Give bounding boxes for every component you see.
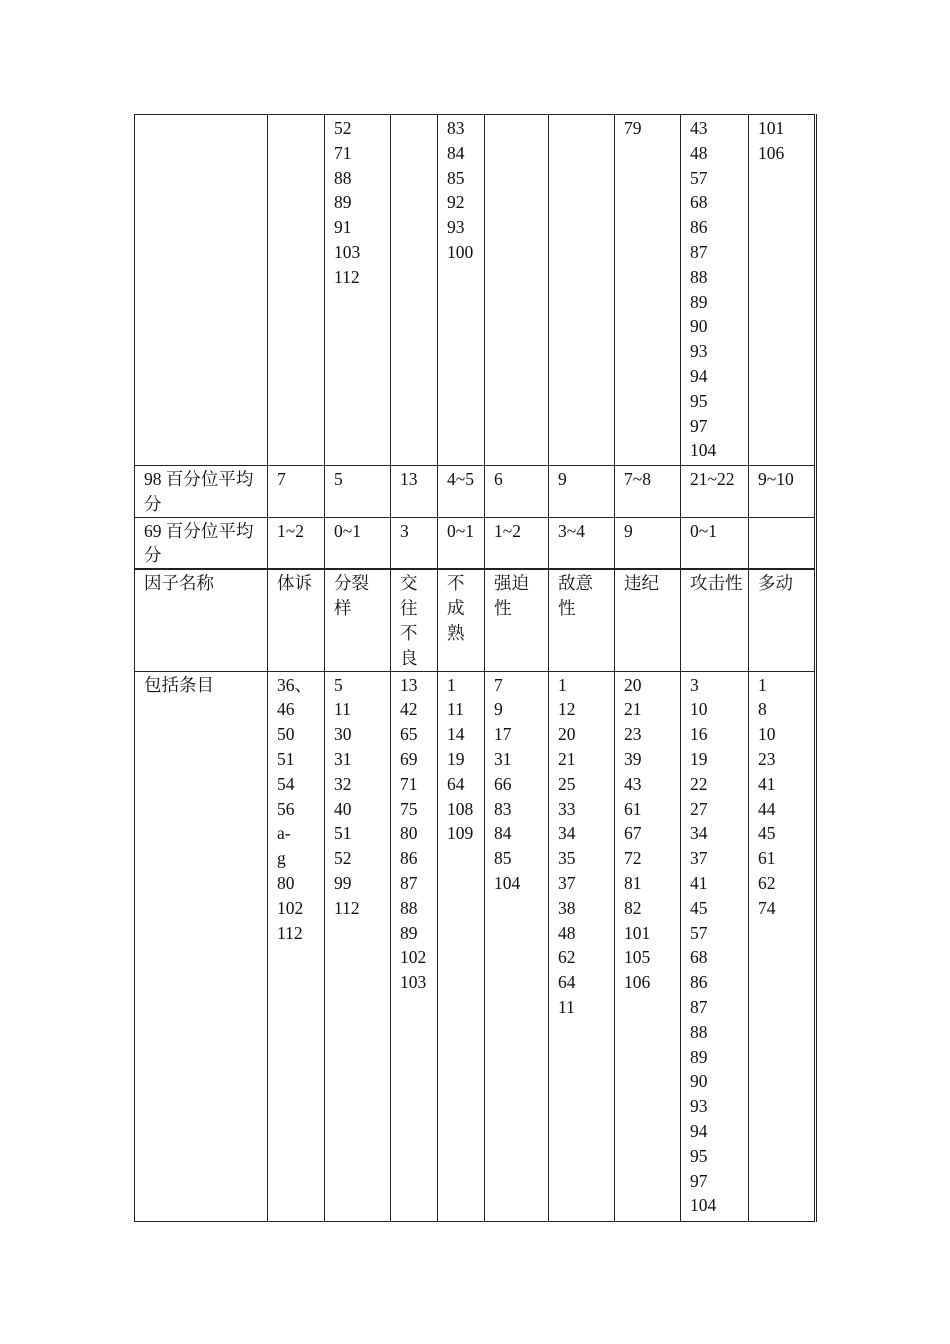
- table-cell: [325, 517, 391, 569]
- cell-value-list: [334, 519, 386, 544]
- cell-line: 88: [690, 1021, 708, 1042]
- cell-line: 106: [624, 972, 651, 993]
- cell-line: 93: [690, 1096, 708, 1117]
- cell-line: 87: [690, 241, 708, 262]
- table-cell: [391, 671, 438, 1221]
- cell-line: 68: [690, 192, 708, 213]
- table-cell: [749, 115, 816, 466]
- cell-line: 69: [400, 749, 418, 770]
- table-cell: [615, 671, 681, 1221]
- cell-line: 5: [334, 469, 343, 489]
- cell-line: 33: [558, 798, 576, 819]
- cell-line: 74: [758, 897, 776, 918]
- cell-line: 95: [690, 1145, 708, 1166]
- cell-line: 57: [690, 922, 708, 943]
- table-cell: [325, 466, 391, 518]
- table-cell: [615, 517, 681, 569]
- table-cell: [749, 517, 816, 569]
- cell-line: 40: [334, 798, 352, 819]
- cell-line: 87: [690, 997, 708, 1018]
- cell-line: 82: [624, 897, 642, 918]
- cell-line: 101: [624, 922, 651, 943]
- cell-line: 39: [624, 749, 642, 770]
- cell-line: 3: [690, 674, 699, 695]
- cell-line: 45: [690, 897, 708, 918]
- cell-line: 112: [277, 922, 303, 943]
- cell-line: 87: [400, 873, 418, 894]
- cell-line: 37: [690, 848, 708, 869]
- cell-line: 64: [558, 972, 576, 993]
- cell-line: 9: [494, 699, 503, 720]
- factor-table: [134, 114, 817, 1222]
- cell-value-list: [400, 673, 433, 995]
- cell-value-list: [277, 571, 320, 596]
- cell-line: 分裂样: [334, 573, 369, 618]
- table-cell: [485, 466, 549, 518]
- cell-value-list: [447, 116, 480, 265]
- table-cell: [391, 569, 438, 671]
- cell-value-list: [624, 519, 676, 544]
- cell-line: 62: [758, 873, 776, 894]
- cell-line: 102: [277, 897, 304, 918]
- cell-line: 52: [334, 848, 352, 869]
- cell-line: 41: [690, 873, 708, 894]
- cell-line: 交往不良: [400, 573, 418, 668]
- cell-line: 66: [494, 773, 512, 794]
- cell-line: 35: [558, 848, 576, 869]
- cell-line: 100: [447, 241, 474, 262]
- cell-line: 56: [277, 798, 295, 819]
- cell-value-list: [558, 571, 610, 621]
- cell-line: 51: [277, 749, 295, 770]
- table-cell: [268, 466, 325, 518]
- cell-line: 93: [690, 341, 708, 362]
- cell-line: 0~1: [334, 520, 361, 541]
- cell-line: 99: [334, 873, 352, 894]
- cell-line: 9: [624, 520, 633, 541]
- cell-line: 6: [494, 469, 503, 489]
- table-cell: [681, 517, 749, 569]
- cell-line: 11: [334, 699, 351, 720]
- cell-line: 42: [400, 699, 418, 720]
- cell-line: 37: [558, 873, 576, 894]
- cell-line: 7: [494, 674, 503, 695]
- cell-line: 83: [494, 798, 512, 819]
- cell-line: 10: [758, 724, 776, 745]
- cell-line: 84: [494, 823, 512, 844]
- cell-line: 112: [334, 897, 360, 918]
- table-cell: [549, 115, 615, 466]
- cell-value-list: [494, 467, 544, 492]
- cell-line: 敌意性: [558, 573, 593, 618]
- table-row-p69: [135, 517, 816, 569]
- table-cell: [268, 115, 325, 466]
- cell-line: 11: [558, 997, 575, 1018]
- cell-line: 1~2: [277, 520, 304, 541]
- cell-line: 92: [447, 192, 465, 213]
- cell-line: 36、: [277, 674, 312, 695]
- table-cell: [615, 115, 681, 466]
- table-cell: [325, 569, 391, 671]
- table-cell: [485, 569, 549, 671]
- table-cell: [485, 115, 549, 466]
- cell-value-list: [334, 571, 386, 621]
- cell-value-list: [400, 467, 433, 492]
- cell-line: 1: [758, 674, 767, 695]
- cell-line: g: [277, 848, 286, 869]
- cell-line: 80: [277, 873, 295, 894]
- cell-line: 3: [400, 520, 409, 541]
- cell-line: 97: [690, 1170, 708, 1191]
- cell-line: 61: [624, 798, 642, 819]
- cell-line: 45: [758, 823, 776, 844]
- cell-line: 89: [334, 192, 352, 213]
- cell-line: 19: [690, 749, 708, 770]
- cell-line: 强迫性: [494, 573, 529, 618]
- cell-line: 31: [334, 749, 352, 770]
- cell-value-list: [690, 673, 744, 1219]
- table-cell: [749, 671, 816, 1221]
- cell-line: 34: [558, 823, 576, 844]
- cell-value-list: [690, 467, 744, 492]
- cell-line: 62: [558, 947, 576, 968]
- cell-line: 85: [494, 848, 512, 869]
- cell-line: 43: [624, 773, 642, 794]
- table-cell: [681, 115, 749, 466]
- cell-line: 94: [690, 365, 708, 386]
- cell-line: 95: [690, 390, 708, 411]
- table-cell: [438, 569, 485, 671]
- cell-line: 89: [400, 922, 418, 943]
- cell-line: 94: [690, 1121, 708, 1142]
- cell-line: 85: [447, 167, 465, 188]
- table-cell: [438, 671, 485, 1221]
- cell-value-list: [690, 571, 744, 596]
- cell-line: 80: [400, 823, 418, 844]
- cell-line: 91: [334, 217, 352, 238]
- cell-line: 10: [690, 699, 708, 720]
- cell-line: 41: [758, 773, 776, 794]
- cell-line: 体诉: [277, 573, 312, 594]
- cell-line: 21: [558, 749, 576, 770]
- table-cell: [438, 115, 485, 466]
- cell-line: 67: [624, 823, 642, 844]
- cell-line: 7~8: [624, 469, 651, 489]
- cell-line: 106: [758, 142, 785, 163]
- table-cell: [549, 466, 615, 518]
- cell-value-list: [334, 116, 386, 290]
- cell-line: 79: [624, 118, 642, 138]
- cell-line: 103: [334, 241, 361, 262]
- table-cell: [615, 569, 681, 671]
- cell-line: 50: [277, 724, 295, 745]
- cell-line: 64: [447, 773, 465, 794]
- table-cell: [549, 671, 615, 1221]
- cell-line: 90: [690, 316, 708, 337]
- table-cell: [749, 466, 816, 518]
- cell-line: 1~2: [494, 520, 521, 541]
- cell-line: 48: [558, 922, 576, 943]
- cell-line: 83: [447, 118, 465, 138]
- cell-line: 44: [758, 798, 776, 819]
- table-cell: [438, 466, 485, 518]
- cell-line: 101: [758, 118, 785, 138]
- cell-line: 86: [690, 217, 708, 238]
- cell-value-list: [400, 519, 433, 544]
- table-cell: [485, 671, 549, 1221]
- cell-line: 75: [400, 798, 418, 819]
- cell-line: 54: [277, 773, 295, 794]
- cell-line: 23: [624, 724, 642, 745]
- cell-line: 57: [690, 167, 708, 188]
- cell-line: 86: [690, 972, 708, 993]
- row-label: [135, 115, 268, 466]
- table-cell: [268, 517, 325, 569]
- cell-line: 多动: [758, 573, 793, 594]
- cell-line: 23: [758, 749, 776, 770]
- table-cell: [681, 671, 749, 1221]
- cell-value-list: [277, 467, 320, 492]
- table-row-p98: [135, 466, 816, 518]
- cell-line: 25: [558, 773, 576, 794]
- cell-line: 89: [690, 291, 708, 312]
- cell-line: 5: [334, 674, 343, 695]
- cell-value-list: [758, 467, 810, 492]
- cell-line: 17: [494, 724, 512, 745]
- cell-line: 31: [494, 749, 512, 770]
- cell-value-list: [447, 571, 480, 645]
- cell-line: 104: [494, 873, 521, 894]
- cell-line: 61: [758, 848, 776, 869]
- cell-line: 48: [690, 142, 708, 163]
- cell-line: 90: [690, 1071, 708, 1092]
- table-row-items: [135, 671, 816, 1221]
- cell-value-list: [494, 673, 544, 896]
- table-cell: [681, 569, 749, 671]
- cell-line: 违纪: [624, 573, 659, 594]
- cell-line: 攻击性: [690, 573, 743, 594]
- cell-value-list: [624, 571, 676, 596]
- table-row-factor_names: [135, 569, 816, 671]
- cell-value-list: [690, 116, 744, 463]
- cell-line: 43: [690, 118, 708, 138]
- cell-value-list: [758, 673, 810, 921]
- cell-line: 27: [690, 798, 708, 819]
- cell-line: 112: [334, 266, 360, 287]
- table-cell: [749, 569, 816, 671]
- cell-line: 108: [447, 798, 474, 819]
- cell-line: 0~1: [690, 520, 717, 541]
- table-cell: [391, 115, 438, 466]
- cell-line: 104: [690, 1195, 717, 1216]
- cell-line: 20: [558, 724, 576, 745]
- cell-line: 65: [400, 724, 418, 745]
- cell-value-list: [400, 571, 433, 670]
- cell-value-list: [447, 519, 480, 544]
- cell-line: 88: [690, 266, 708, 287]
- cell-value-list: [494, 519, 544, 544]
- cell-line: 1: [447, 674, 456, 695]
- cell-line: 84: [447, 142, 465, 163]
- cell-line: 19: [447, 749, 465, 770]
- cell-line: 不成熟: [447, 573, 465, 643]
- table-cell: [325, 671, 391, 1221]
- cell-value-list: [277, 519, 320, 544]
- row-label: 包括条目: [135, 671, 268, 1221]
- cell-line: 12: [558, 699, 576, 720]
- cell-line: 21: [624, 699, 642, 720]
- cell-line: 68: [690, 947, 708, 968]
- cell-line: 52: [334, 118, 352, 138]
- cell-line: 71: [334, 142, 352, 163]
- cell-line: 72: [624, 848, 642, 869]
- cell-line: 89: [690, 1046, 708, 1067]
- cell-value-list: [624, 467, 676, 492]
- cell-value-list: [494, 571, 544, 621]
- cell-line: 88: [400, 897, 418, 918]
- cell-line: 103: [400, 972, 427, 993]
- cell-value-list: [758, 116, 810, 166]
- table-row-continued: [135, 115, 816, 466]
- cell-line: 102: [400, 947, 427, 968]
- cell-line: 20: [624, 674, 642, 695]
- table-cell: [391, 517, 438, 569]
- table-cell: [485, 517, 549, 569]
- cell-value-list: [624, 673, 676, 995]
- cell-value-list: [334, 673, 386, 921]
- cell-line: 30: [334, 724, 352, 745]
- table-cell: [615, 466, 681, 518]
- cell-line: 109: [447, 823, 474, 844]
- cell-line: 21~22: [690, 469, 735, 489]
- cell-line: 3~4: [558, 520, 585, 541]
- cell-line: a-: [277, 823, 291, 844]
- cell-value-list: [758, 571, 810, 596]
- cell-line: 104: [690, 440, 717, 461]
- cell-line: 9: [558, 469, 567, 489]
- cell-value-list: [558, 467, 610, 492]
- table-cell: [681, 466, 749, 518]
- cell-value-list: [447, 467, 480, 492]
- cell-line: 4~5: [447, 469, 474, 489]
- table-cell: [391, 466, 438, 518]
- cell-line: 81: [624, 873, 642, 894]
- table-cell: [268, 671, 325, 1221]
- cell-line: 11: [447, 699, 464, 720]
- row-label: 98 百分位平均分: [135, 466, 268, 518]
- cell-line: 13: [400, 469, 418, 489]
- cell-line: 105: [624, 947, 651, 968]
- row-label: 因子名称: [135, 569, 268, 671]
- cell-value-list: [624, 116, 676, 141]
- cell-line: 86: [400, 848, 418, 869]
- table-cell: [549, 569, 615, 671]
- row-label: 69 百分位平均分: [135, 517, 268, 569]
- cell-line: 32: [334, 773, 352, 794]
- cell-line: 93: [447, 217, 465, 238]
- cell-line: 0~1: [447, 520, 474, 541]
- cell-line: 38: [558, 897, 576, 918]
- table-cell: [325, 115, 391, 466]
- cell-line: 8: [758, 699, 767, 720]
- cell-line: 71: [400, 773, 418, 794]
- cell-line: 1: [558, 674, 567, 695]
- cell-line: 22: [690, 773, 708, 794]
- cell-line: 34: [690, 823, 708, 844]
- cell-line: 51: [334, 823, 352, 844]
- cell-line: 14: [447, 724, 465, 745]
- cell-line: 46: [277, 699, 295, 720]
- cell-value-list: [277, 673, 320, 946]
- table-cell: [268, 569, 325, 671]
- cell-value-list: [558, 673, 610, 1020]
- cell-value-list: [690, 519, 744, 544]
- cell-line: 97: [690, 415, 708, 436]
- cell-value-list: [447, 673, 480, 847]
- table-cell: [438, 517, 485, 569]
- cell-line: 9~10: [758, 469, 794, 489]
- table-cell: [549, 517, 615, 569]
- cell-line: 88: [334, 167, 352, 188]
- cell-line: 16: [690, 724, 708, 745]
- cell-line: 13: [400, 674, 418, 695]
- cell-value-list: [334, 467, 386, 492]
- cell-line: 7: [277, 469, 286, 489]
- cell-value-list: [558, 519, 610, 544]
